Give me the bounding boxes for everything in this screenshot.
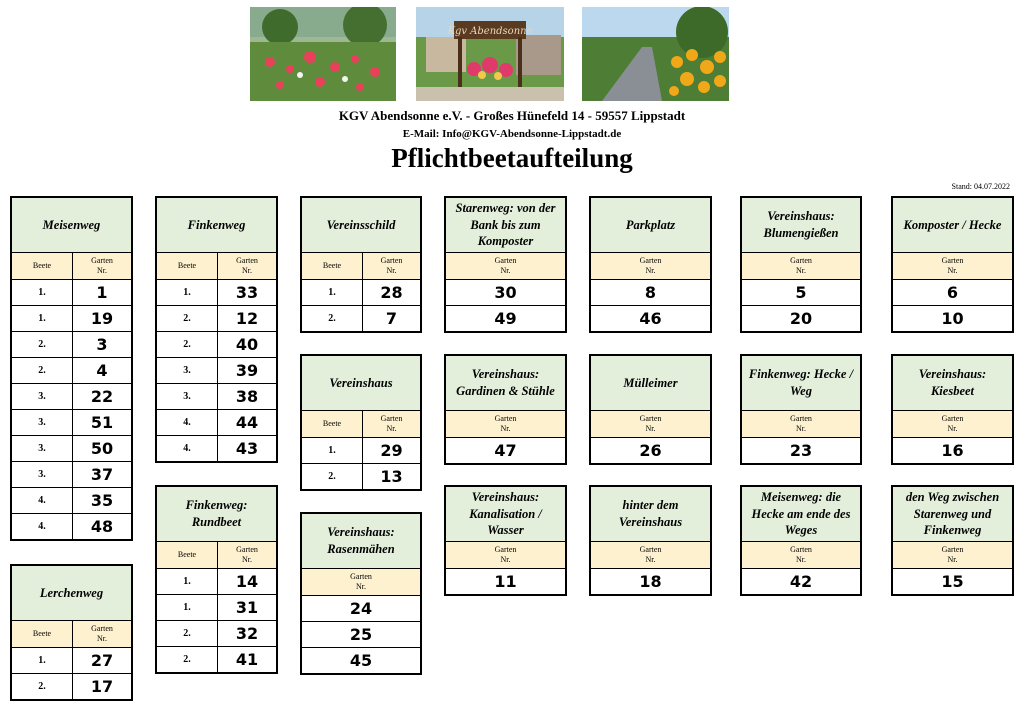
table-row (12, 306, 131, 332)
table-row (302, 280, 420, 306)
garten-label: Garten (941, 414, 964, 423)
table-row (157, 358, 276, 384)
beete-number: 2. (302, 306, 363, 331)
table-row (12, 488, 131, 514)
block-title: Mülleimer (591, 356, 710, 411)
garden-number: 8 (644, 283, 657, 302)
garden-number: 10 (941, 309, 964, 328)
column-header-row (446, 542, 565, 569)
garden-number: 46 (639, 309, 662, 328)
beete-number: 4. (12, 488, 73, 513)
table-row (446, 569, 565, 594)
beete-number: 1. (12, 306, 73, 331)
garten-nr-column-header (363, 253, 420, 279)
beete-number: 1. (12, 280, 73, 305)
duty-block-finkenweg-rundbeet (155, 485, 278, 674)
garten-label: Garten (639, 545, 662, 554)
table-row (446, 438, 565, 463)
garden-number: 15 (941, 572, 964, 591)
table-row (157, 647, 276, 672)
garden-number: 47 (494, 441, 517, 460)
block-title: Vereinshaus (302, 356, 420, 411)
garden-number: 44 (235, 413, 259, 432)
column-header-row (446, 411, 565, 438)
duty-block-finkenweg (155, 196, 278, 463)
duty-block-komposter-hecke (891, 196, 1014, 333)
table-row (12, 280, 131, 306)
table-row (157, 569, 276, 595)
garden-number: 48 (90, 517, 114, 536)
garden-number: 32 (235, 624, 259, 643)
nr-label: Nr. (645, 555, 656, 564)
beete-number: 1. (157, 569, 218, 594)
table-row (302, 622, 420, 648)
beete-number: 3. (12, 462, 73, 487)
garden-number: 1 (96, 283, 108, 302)
table-row (12, 332, 131, 358)
nr-label: Nr. (386, 266, 397, 275)
beete-number: 3. (12, 410, 73, 435)
block-title: den Weg zwischen Starenweg und Finkenweg (893, 487, 1012, 542)
beete-number: 3. (157, 384, 218, 409)
table-row (302, 596, 420, 622)
duty-block-meisenweg (10, 196, 133, 541)
column-header-row (302, 569, 420, 596)
table-row (591, 306, 710, 331)
nr-label: Nr. (947, 266, 958, 275)
table-row (12, 674, 131, 699)
page-title: Pflichtbeetaufteilung (391, 143, 633, 173)
column-header-row (893, 542, 1012, 569)
duty-block-meisenweg-die-hecke-am-ende-des-weges (740, 485, 862, 596)
garden-number: 5 (795, 283, 807, 302)
nr-label: Nr. (796, 424, 806, 433)
beete-number: 2. (12, 332, 73, 357)
nr-label: Nr. (947, 555, 958, 564)
table-row (12, 514, 131, 539)
table-row (742, 306, 860, 331)
beete-number: 2. (157, 306, 218, 331)
garten-nr-column-header (73, 621, 131, 647)
table-row (893, 306, 1012, 331)
duty-block-vereinshaus-kiesbeet (891, 354, 1014, 465)
garden-number: 25 (349, 625, 373, 644)
block-title: Finkenweg (157, 198, 276, 253)
garden-number: 4 (96, 361, 108, 380)
duty-block-vereinshaus-gardinen-stuhle (444, 354, 567, 465)
beete-number: 2. (12, 674, 73, 699)
garden-number: 26 (639, 441, 662, 460)
nr-label: Nr. (947, 424, 958, 433)
column-header-row (157, 253, 276, 280)
garden-number: 43 (235, 439, 259, 458)
garten-label: Garten (790, 256, 812, 265)
garden-number: 42 (789, 572, 813, 591)
duty-block-hinter-dem-vereinshaus (589, 485, 712, 596)
garten-nr-column-header (591, 253, 710, 279)
nr-label: Nr. (500, 266, 511, 275)
duty-block-lerchenweg (10, 564, 133, 701)
garden-number: 7 (385, 309, 398, 328)
nr-label: Nr. (645, 424, 656, 433)
duty-block-vereinshaus-rasenmahen (300, 512, 422, 675)
garden-number: 19 (90, 309, 114, 328)
garten-label: Garten (494, 545, 517, 554)
sign-lettering: Kgv Abendsonne (447, 26, 533, 37)
block-title: Vereinsschild (302, 198, 420, 253)
table-row (157, 306, 276, 332)
duty-block-den-weg-zwischen-starenweg-und-finkenweg (891, 485, 1014, 596)
table-row (302, 438, 420, 464)
beete-column-header: Beete (12, 621, 73, 647)
beete-number: 4. (157, 410, 218, 435)
duty-block-starenweg-von-der-bank-bis-zum-komposter (444, 196, 567, 333)
garden-number: 3 (96, 335, 108, 354)
table-row (893, 438, 1012, 463)
garden-number: 38 (235, 387, 259, 406)
nr-label: Nr. (645, 266, 656, 275)
block-title: Vereinshaus: Kiesbeet (893, 356, 1012, 411)
duty-block-vereinshaus (300, 354, 422, 491)
block-title: Starenweg: von der Bank bis zum Komposter (446, 198, 565, 253)
garten-nr-column-header (591, 542, 710, 568)
table-row (302, 306, 420, 331)
garten-label: Garten (494, 256, 517, 265)
beete-number: 2. (157, 332, 218, 357)
nr-label: Nr. (796, 266, 806, 275)
column-header-row (893, 253, 1012, 280)
table-row (12, 462, 131, 488)
table-row (302, 648, 420, 673)
block-title: hinter dem Vereinshaus (591, 487, 710, 542)
nr-label: Nr. (97, 266, 107, 275)
block-title: Parkplatz (591, 198, 710, 253)
garden-number: 17 (90, 677, 114, 696)
garden-number: 20 (789, 309, 813, 328)
contact-email: E-Mail: Info@KGV-Abendsonne-Lippstadt.de (402, 128, 622, 140)
table-row (742, 438, 860, 463)
beete-number: 1. (157, 595, 218, 620)
garten-label: Garten (790, 545, 812, 554)
table-row (157, 595, 276, 621)
garden-number: 12 (235, 309, 259, 328)
duty-block-vereinshaus-blumengie-en (740, 196, 862, 333)
beete-number: 2. (157, 647, 218, 672)
garden-number: 16 (941, 441, 964, 460)
table-row (742, 280, 860, 306)
nr-label: Nr. (386, 424, 397, 433)
table-row (446, 306, 565, 331)
garten-label: Garten (639, 414, 662, 423)
column-header-row (893, 411, 1012, 438)
garten-nr-column-header (742, 253, 860, 279)
garden-number: 11 (494, 572, 517, 591)
beete-number: 4. (12, 514, 73, 539)
garten-nr-column-header (446, 253, 565, 279)
garten-nr-column-header (218, 542, 276, 568)
block-title: Meisenweg (12, 198, 131, 253)
table-row (302, 464, 420, 489)
column-header-row (446, 253, 565, 280)
beete-column-header: Beete (157, 542, 218, 568)
garden-number: 24 (349, 599, 373, 618)
beete-number: 1. (302, 280, 363, 305)
beete-number: 2. (157, 621, 218, 646)
garden-number: 37 (90, 465, 114, 484)
table-row (591, 438, 710, 463)
duty-block-vereinshaus-kanalisation-wasser (444, 485, 567, 596)
table-row (591, 569, 710, 594)
garten-nr-column-header (893, 542, 1012, 568)
table-row (157, 332, 276, 358)
block-title: Lerchenweg (12, 566, 131, 621)
organization-address: KGV Abendsonne e.V. - Großes Hünefeld 14 - 59557 Lippstadt (338, 108, 686, 123)
garten-label: Garten (350, 572, 372, 581)
duty-block-parkplatz (589, 196, 712, 333)
table-row (893, 569, 1012, 594)
garten-label: Garten (790, 414, 812, 423)
garden-number: 14 (235, 572, 259, 591)
garten-label: Garten (941, 256, 964, 265)
garden-photo-flowers (250, 7, 396, 101)
beete-number: 1. (12, 648, 73, 673)
garden-number: 23 (789, 441, 813, 460)
date-stamp: Stand: 04.07.2022 (951, 182, 1010, 191)
column-header-row (12, 621, 131, 648)
garden-number: 35 (90, 491, 114, 510)
garten-label: Garten (639, 256, 662, 265)
duty-block-vereinsschild (300, 196, 422, 333)
beete-number: 1. (302, 438, 363, 463)
garden-number: 18 (639, 572, 662, 591)
garden-number: 41 (235, 650, 259, 669)
garden-number: 13 (380, 467, 403, 486)
garten-label: Garten (236, 256, 258, 265)
garten-label: Garten (380, 256, 403, 265)
nr-label: Nr. (242, 555, 252, 564)
garden-photo-sign (416, 7, 564, 101)
duty-block-mulleimer (589, 354, 712, 465)
column-header-row (742, 542, 860, 569)
nr-label: Nr. (356, 582, 366, 591)
column-header-row (591, 542, 710, 569)
table-row (893, 280, 1012, 306)
column-header-row (12, 253, 131, 280)
garten-label: Garten (91, 256, 113, 265)
block-title: Vereinshaus: Kanalisation / Wasser (446, 487, 565, 542)
nr-label: Nr. (242, 266, 252, 275)
garden-number: 39 (235, 361, 259, 380)
garden-number: 40 (235, 335, 259, 354)
beete-number: 3. (12, 384, 73, 409)
table-row (12, 358, 131, 384)
garten-nr-column-header (893, 253, 1012, 279)
beete-column-header: Beete (302, 411, 363, 437)
block-title: Meisenweg: die Hecke am ende des Weges (742, 487, 860, 542)
column-header-row (591, 411, 710, 438)
column-header-row (302, 411, 420, 438)
garden-number: 51 (90, 413, 114, 432)
nr-label: Nr. (500, 424, 511, 433)
garden-number: 33 (235, 283, 259, 302)
garden-number: 27 (90, 651, 114, 670)
column-header-row (742, 253, 860, 280)
garten-label: Garten (941, 545, 964, 554)
table-row (591, 280, 710, 306)
table-row (446, 280, 565, 306)
column-header-row (302, 253, 420, 280)
garten-nr-column-header (742, 542, 860, 568)
nr-label: Nr. (97, 634, 107, 643)
garten-nr-column-header (302, 569, 420, 595)
garten-nr-column-header (446, 411, 565, 437)
block-title: Vereinshaus: Blumengießen (742, 198, 860, 253)
garten-nr-column-header (218, 253, 276, 279)
garten-label: Garten (380, 414, 403, 423)
beete-number: 1. (157, 280, 218, 305)
column-header-row (591, 253, 710, 280)
beete-number: 2. (302, 464, 363, 489)
block-title: Vereinshaus: Rasenmähen (302, 514, 420, 569)
block-title: Finkenweg: Rundbeet (157, 487, 276, 542)
garten-label: Garten (494, 414, 517, 423)
garten-nr-column-header (446, 542, 565, 568)
table-row (12, 648, 131, 674)
garten-nr-column-header (73, 253, 131, 279)
table-row (742, 569, 860, 594)
garden-number: 6 (946, 283, 959, 302)
garden-number: 30 (494, 283, 517, 302)
block-title: Finkenweg: Hecke / Weg (742, 356, 860, 411)
beete-column-header: Beete (302, 253, 363, 279)
garden-number: 28 (380, 283, 403, 302)
garden-number: 45 (349, 651, 373, 670)
garten-nr-column-header (893, 411, 1012, 437)
table-row (157, 410, 276, 436)
beete-number: 4. (157, 436, 218, 461)
nr-label: Nr. (500, 555, 511, 564)
beete-number: 3. (157, 358, 218, 383)
nr-label: Nr. (796, 555, 806, 564)
garten-label: Garten (91, 624, 113, 633)
column-header-row (742, 411, 860, 438)
table-row (12, 410, 131, 436)
garten-label: Garten (236, 545, 258, 554)
table-row (157, 621, 276, 647)
garden-number: 22 (90, 387, 114, 406)
garden-photo-path (582, 7, 729, 101)
garten-nr-column-header (363, 411, 420, 437)
garden-number: 50 (90, 439, 114, 458)
block-title: Komposter / Hecke (893, 198, 1012, 253)
garden-number: 29 (380, 441, 403, 460)
column-header-row (157, 542, 276, 569)
beete-column-header: Beete (157, 253, 218, 279)
garden-number: 49 (494, 309, 517, 328)
table-row (157, 280, 276, 306)
table-row (157, 384, 276, 410)
beete-number: 3. (12, 436, 73, 461)
beete-number: 2. (12, 358, 73, 383)
table-row (12, 436, 131, 462)
table-row (157, 436, 276, 461)
garten-nr-column-header (591, 411, 710, 437)
table-row (12, 384, 131, 410)
beete-column-header: Beete (12, 253, 73, 279)
block-title: Vereinshaus: Gardinen & Stühle (446, 356, 565, 411)
garden-number: 31 (235, 598, 259, 617)
garten-nr-column-header (742, 411, 860, 437)
duty-block-finkenweg-hecke-weg (740, 354, 862, 465)
